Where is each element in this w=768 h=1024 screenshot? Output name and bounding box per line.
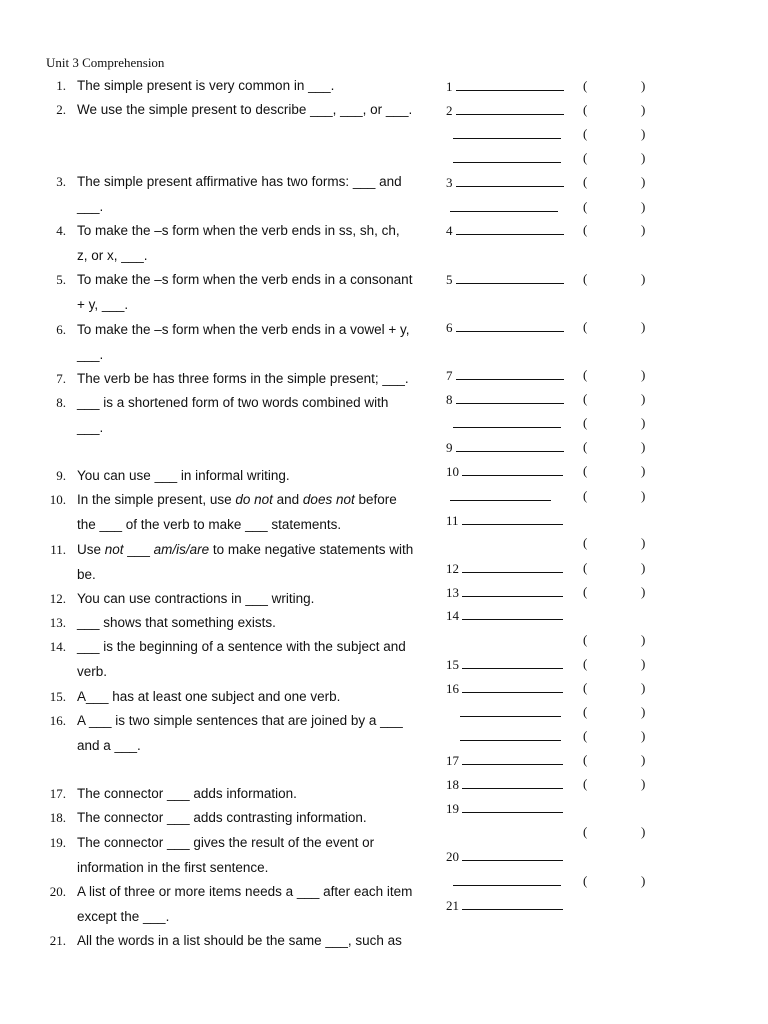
close-paren: ): [641, 824, 646, 839]
answer-blank-5[interactable]: 5: [446, 271, 564, 288]
answer-blank-10[interactable]: 10: [446, 463, 563, 480]
question-text: ___ is the beginning of a sentence with the subject and: [77, 639, 406, 654]
close-paren: ): [641, 415, 646, 430]
open-paren: (: [583, 222, 588, 237]
close-paren: ): [641, 656, 646, 671]
close-paren: ): [641, 78, 646, 93]
answer-blank-16[interactable]: 16: [446, 680, 563, 697]
open-paren: (: [583, 488, 588, 503]
question-text: ___.: [77, 347, 104, 362]
worksheet-title: Unit 3 Comprehension: [46, 55, 165, 70]
answer-blank-17[interactable]: 17: [446, 752, 563, 769]
answer-blank-10b[interactable]: [450, 488, 551, 505]
answer-blank-20[interactable]: 20: [446, 848, 563, 865]
question-text: A___ has at least one subject and one verb.: [77, 689, 341, 704]
question-number: 12.: [49, 591, 66, 606]
question-number: 18.: [49, 810, 66, 825]
close-paren: ): [641, 680, 646, 695]
open-paren: (: [583, 174, 588, 189]
close-paren: ): [641, 150, 646, 165]
answer-blank-19[interactable]: 19: [446, 800, 563, 817]
open-paren: (: [583, 463, 588, 478]
answer-blank-15[interactable]: 15: [446, 656, 563, 673]
close-paren: ): [641, 126, 646, 141]
answer-blank-18[interactable]: 18: [446, 776, 563, 793]
question-text: be.: [77, 567, 96, 582]
open-paren: (: [583, 728, 588, 743]
answer-blank-20b[interactable]: [453, 873, 561, 890]
close-paren: ): [641, 102, 646, 117]
question-text: You can use ___ in informal writing.: [77, 468, 290, 483]
close-paren: ): [641, 584, 646, 599]
answer-blank-2[interactable]: 2: [446, 102, 564, 119]
question-text: except the ___.: [77, 909, 170, 924]
open-paren: (: [583, 560, 588, 575]
answer-blank-1[interactable]: 1: [446, 78, 564, 95]
question-number: 4.: [56, 223, 66, 238]
open-paren: (: [583, 319, 588, 334]
question-text: In the simple present, use do not and does not before: [77, 492, 397, 507]
question-text: The simple present is very common in ___.: [77, 78, 335, 93]
close-paren: ): [641, 271, 646, 286]
question-text: ___.: [77, 420, 104, 435]
answer-blank-3b[interactable]: [450, 199, 558, 216]
question-number: 8.: [56, 395, 66, 410]
question-number: 3.: [56, 174, 66, 189]
close-paren: ): [641, 776, 646, 791]
open-paren: (: [583, 271, 588, 286]
question-number: 20.: [49, 884, 66, 899]
open-paren: (: [583, 704, 588, 719]
open-paren: (: [583, 680, 588, 695]
question-number: 5.: [56, 272, 66, 287]
question-number: 21.: [49, 933, 66, 948]
close-paren: ): [641, 174, 646, 189]
question-text: To make the –s form when the verb ends in a vowel + y,: [77, 322, 410, 337]
close-paren: ): [641, 488, 646, 503]
close-paren: ): [641, 463, 646, 478]
question-text: z, or x, ___.: [77, 248, 148, 263]
question-number: 13.: [49, 615, 66, 630]
question-text: ___ is a shortened form of two words combined with: [77, 395, 389, 410]
question-number: 1.: [56, 78, 66, 93]
open-paren: (: [583, 656, 588, 671]
question-text: All the words in a list should be the same ___, such as: [77, 933, 402, 948]
open-paren: (: [583, 150, 588, 165]
close-paren: ): [641, 704, 646, 719]
answer-blank-14[interactable]: 14: [446, 607, 563, 624]
question-text: The connector ___ adds information.: [77, 786, 297, 801]
answer-blank-3[interactable]: 3: [446, 174, 564, 191]
question-text: We use the simple present to describe ___, ___, or ___.: [77, 102, 413, 117]
open-paren: (: [583, 824, 588, 839]
close-paren: ): [641, 873, 646, 888]
answer-blank-13[interactable]: 13: [446, 584, 563, 601]
question-number: 19.: [49, 835, 66, 850]
answer-blank-7[interactable]: 7: [446, 367, 564, 384]
open-paren: (: [583, 535, 588, 550]
open-paren: (: [583, 78, 588, 93]
question-text: ___ shows that something exists.: [77, 615, 276, 630]
question-text: information in the first sentence.: [77, 860, 269, 875]
question-text: The connector ___ adds contrasting information.: [77, 810, 367, 825]
answer-blank-11[interactable]: 11: [446, 512, 563, 529]
question-text: To make the –s form when the verb ends in ss, sh, ch,: [77, 223, 400, 238]
close-paren: ): [641, 391, 646, 406]
answer-blank-2b[interactable]: [453, 126, 561, 143]
question-text: The verb be has three forms in the simple present; ___.: [77, 371, 409, 386]
open-paren: (: [583, 102, 588, 117]
close-paren: ): [641, 367, 646, 382]
close-paren: ): [641, 319, 646, 334]
question-text: the ___ of the verb to make ___ statements.: [77, 517, 342, 532]
question-text: To make the –s form when the verb ends in a consonant: [77, 272, 413, 287]
question-text: Use not ___ am/is/are to make negative statements with: [77, 542, 414, 557]
open-paren: (: [583, 199, 588, 214]
close-paren: ): [641, 222, 646, 237]
question-number: 15.: [49, 689, 66, 704]
question-number: 6.: [56, 322, 66, 337]
close-paren: ): [641, 439, 646, 454]
question-text: and a ___.: [77, 738, 141, 753]
close-paren: ): [641, 632, 646, 647]
answer-blank-21[interactable]: 21: [446, 897, 563, 914]
question-number: 14.: [49, 639, 66, 654]
open-paren: (: [583, 584, 588, 599]
answer-blank-6[interactable]: 6: [446, 319, 564, 336]
close-paren: ): [641, 728, 646, 743]
answer-blank-4[interactable]: 4: [446, 222, 564, 239]
question-text: The simple present affirmative has two forms: ___ and: [77, 174, 402, 189]
open-paren: (: [583, 776, 588, 791]
answer-blank-8[interactable]: 8: [446, 391, 564, 408]
question-number: 9.: [56, 468, 66, 483]
close-paren: ): [641, 752, 646, 767]
question-text: You can use contractions in ___ writing.: [77, 591, 315, 606]
question-text: The connector ___ gives the result of the event or: [77, 835, 375, 850]
open-paren: (: [583, 632, 588, 647]
close-paren: ): [641, 199, 646, 214]
open-paren: (: [583, 873, 588, 888]
question-number: 7.: [56, 371, 66, 386]
open-paren: (: [583, 367, 588, 382]
open-paren: (: [583, 391, 588, 406]
question-number: 10.: [49, 492, 66, 507]
open-paren: (: [583, 439, 588, 454]
answer-blank-8b[interactable]: [453, 415, 561, 432]
close-paren: ): [641, 535, 646, 550]
answer-blank-16c[interactable]: [460, 728, 561, 745]
answer-blank-12[interactable]: 12: [446, 560, 563, 577]
question-text: verb.: [77, 664, 108, 679]
question-number: 2.: [56, 102, 66, 117]
answer-blank-16b[interactable]: [460, 704, 561, 721]
answer-blank-2c[interactable]: [453, 150, 561, 167]
question-text: + y, ___.: [77, 297, 129, 312]
question-number: 17.: [49, 786, 66, 801]
question-number: 11.: [50, 542, 66, 557]
question-text: A ___ is two simple sentences that are joined by a ___: [77, 713, 403, 728]
close-paren: ): [641, 560, 646, 575]
question-number: 16.: [49, 713, 66, 728]
open-paren: (: [583, 752, 588, 767]
question-text: A list of three or more items needs a ___ after each item: [77, 884, 413, 899]
answer-blank-9[interactable]: 9: [446, 439, 564, 456]
open-paren: (: [583, 415, 588, 430]
open-paren: (: [583, 126, 588, 141]
question-text: ___.: [77, 199, 104, 214]
